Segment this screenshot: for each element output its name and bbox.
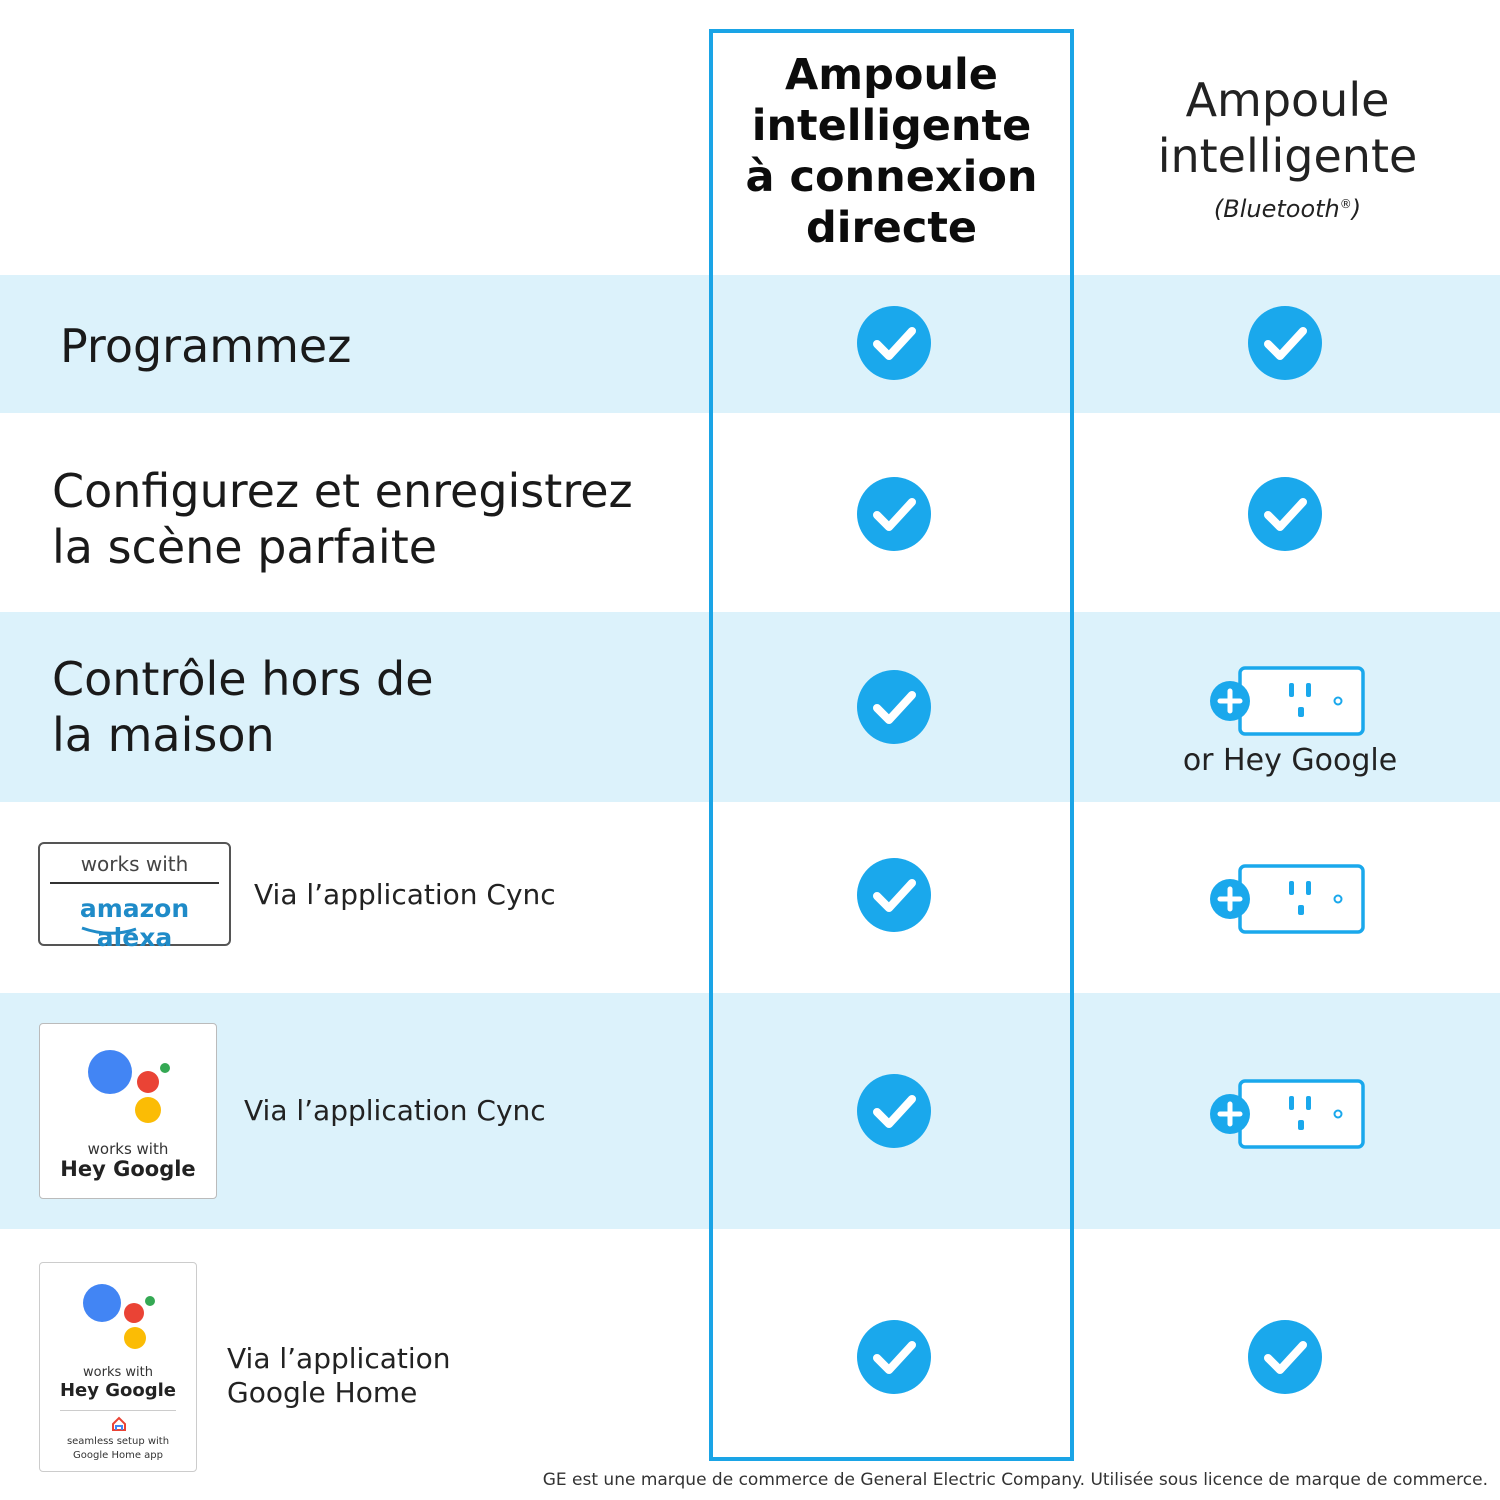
row-via-google-cync: Via l’application Cync <box>244 1094 546 1127</box>
smart-plug-icon <box>1206 665 1366 737</box>
check-icon <box>1248 306 1322 380</box>
check-icon <box>857 670 931 744</box>
featured-title-line: directe <box>805 203 978 253</box>
featured-column-title <box>713 50 1070 254</box>
hey-google-wordmark: Hey Google <box>60 1157 196 1181</box>
secondary-title-line: intelligente <box>1157 129 1418 183</box>
secondary-column-title <box>1090 72 1485 227</box>
check-icon <box>857 1320 931 1394</box>
check-icon <box>857 306 931 380</box>
badge-works-with-text: works with <box>80 852 189 876</box>
google-assistant-icon <box>78 1281 168 1357</box>
featured-title-line: à connexion <box>745 152 1038 202</box>
badge-divider <box>60 1410 176 1411</box>
check-icon <box>857 1074 931 1148</box>
check-icon <box>1248 477 1322 551</box>
check-icon <box>857 477 931 551</box>
row-via-google-home: Via l’application Google Home <box>227 1342 451 1409</box>
smart-plug-icon <box>1206 1078 1366 1150</box>
row-via-alexa: Via l’application Cync <box>254 878 556 911</box>
google-home-icon <box>111 1416 127 1432</box>
row-label-scene: Configurez et enregistrez la scène parfaite <box>52 464 633 574</box>
badge-seamless-text: seamless setup with <box>66 1436 170 1447</box>
secondary-title-subtitle: (Bluetooth®) <box>1213 195 1362 223</box>
badge-works-with-text: works with <box>87 1140 169 1158</box>
works-with-google-home-badge <box>39 1262 197 1472</box>
hey-google-wordmark: Hey Google <box>59 1380 177 1401</box>
trademark-footer: GE est une marque de commerce de General Electric Company. Utilisée sous licence de marque de commerce. <box>542 1470 1488 1490</box>
secondary-title-line: Ampoule <box>1185 73 1390 127</box>
row-label-programmez: Programmez <box>60 319 352 373</box>
row-label-remote-control: Contrôle hors de la maison <box>52 652 434 762</box>
amazon-alexa-logo: amazon alexa <box>79 894 190 952</box>
check-icon <box>857 858 931 932</box>
smart-plug-icon <box>1206 863 1366 935</box>
works-with-alexa-badge <box>38 842 231 952</box>
badge-google-home-text: Google Home app <box>73 1450 163 1461</box>
featured-title-line: intelligente <box>751 101 1032 151</box>
check-icon <box>1248 1320 1322 1394</box>
featured-title-line: Ampoule <box>785 50 998 100</box>
badge-divider <box>50 882 219 884</box>
google-assistant-icon <box>80 1044 180 1124</box>
amazon-smile-icon <box>80 926 140 938</box>
badge-works-with-text: works with <box>83 1365 153 1380</box>
works-with-hey-google-badge <box>39 1023 217 1199</box>
secondary-note-hey-google: or Hey Google <box>1182 743 1398 778</box>
